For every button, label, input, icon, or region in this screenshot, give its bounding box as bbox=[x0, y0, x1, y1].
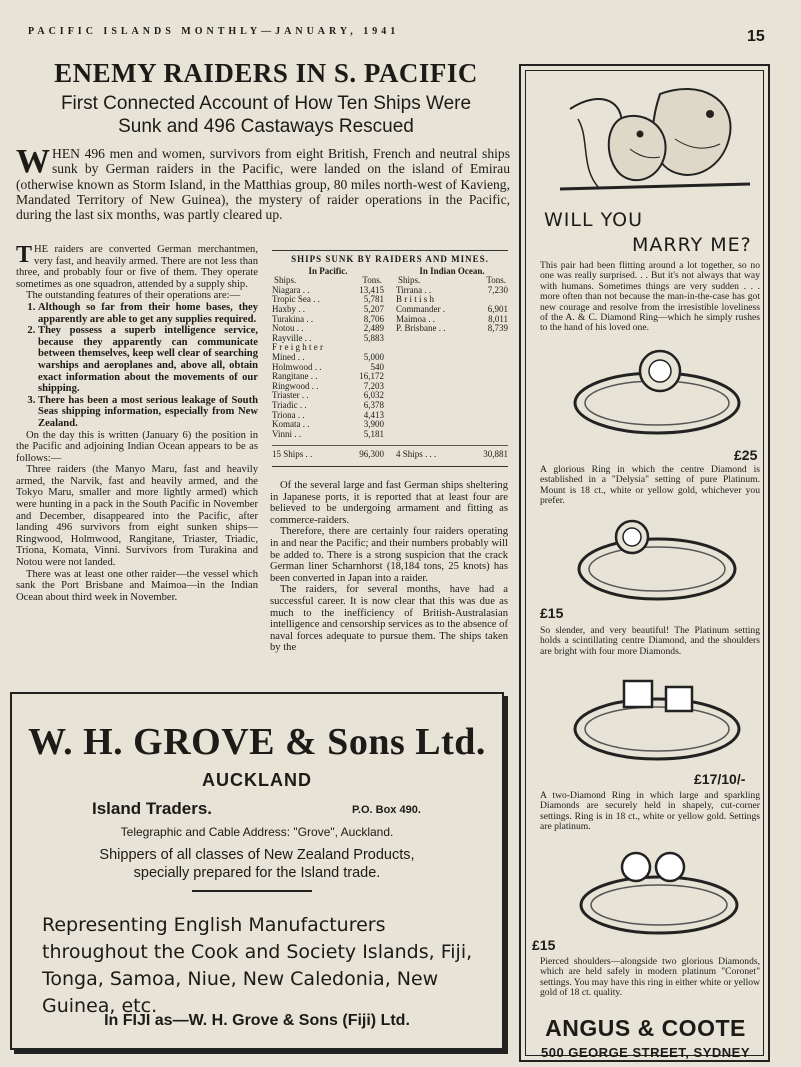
ring-price: £15 bbox=[540, 605, 564, 621]
lead-text: HEN 496 men and women, survivors from eight British, French and neutral ships sunk by German raiders in the Pacific, were landed on the island of Emirau (otherwise known as Storm Island, in the Matthias group, 80 miles north-west of Kavieng, Mandated Territory of New Guinea), the mystery of raider operations in the Pacific, during the last six months, was partly cleared up. bbox=[16, 146, 510, 223]
ad-headline-2: MARRY ME? bbox=[632, 234, 752, 256]
ship-name: Tropic Sea . . bbox=[272, 294, 320, 305]
grove-telegraph: Telegraphic and Cable Address: "Grove", Auckland. bbox=[120, 825, 394, 839]
ship-name: Rangitane . . bbox=[272, 371, 318, 382]
ship-tons: 7,203 bbox=[363, 380, 384, 391]
ship-tons: 5,000 bbox=[363, 351, 384, 362]
ship-name: P. Brisbane . . bbox=[396, 323, 446, 334]
table-title: SHIPS SUNK BY RAIDERS AND MINES. bbox=[272, 250, 508, 265]
lead-paragraph bbox=[16, 143, 510, 223]
pacific-ships-header: Ships. bbox=[274, 275, 297, 286]
ship-name: Notou . . bbox=[272, 323, 304, 334]
col1-dropcap: T bbox=[16, 242, 33, 268]
ship-name: Commander . bbox=[396, 303, 445, 314]
pacific-total-tons: 96,300 bbox=[359, 449, 384, 460]
ring-description: So slender, and very beautiful! The Platinum setting holds a scintillating centre Diamond, and the shoulders are bright with four more Diamonds. bbox=[540, 625, 760, 657]
ship-tons: 8,706 bbox=[363, 313, 384, 324]
ad-inner-border bbox=[525, 70, 764, 1060]
ship-name: Triaster . . bbox=[272, 390, 309, 401]
ship-tons: 540 bbox=[370, 361, 384, 372]
ship-name: Komata . . bbox=[272, 419, 310, 430]
ship-tons: 2,489 bbox=[363, 323, 384, 334]
ship-tons: 6,378 bbox=[363, 399, 384, 410]
ship-tons: 5,181 bbox=[363, 428, 384, 439]
lead-dropcap: W bbox=[16, 143, 50, 180]
ship-tons: 6,901 bbox=[487, 303, 508, 314]
ad-headline-1: WILL YOU bbox=[544, 209, 644, 231]
ring-price: £15 bbox=[532, 937, 556, 953]
table-divider bbox=[272, 466, 508, 467]
ship-tons: 3,900 bbox=[363, 419, 384, 430]
ring-illustration bbox=[566, 839, 752, 949]
ship-name: B r i t i s h bbox=[396, 294, 435, 305]
pacific-tons-header: Tons. bbox=[362, 275, 382, 286]
ship-name: Niagara . . bbox=[272, 284, 310, 295]
ring-description: A glorious Ring in which the centre Diamond is established in a "Delysia" setting of pure Platinum. Mount is 18 ct., white or yellow gold, whichever you prefer. bbox=[540, 464, 760, 507]
ship-name: Ringwood . . bbox=[272, 380, 319, 391]
col2-para-1: Of the several large and fast German ships sheltering in Japanese ports, it is reported that at least four are believed to be undergoing armament and fitting as commerce-raiders. bbox=[270, 480, 508, 526]
page-number: 15 bbox=[747, 28, 765, 45]
ship-tons: 8,739 bbox=[487, 323, 508, 334]
ring-price: £17/10/- bbox=[694, 771, 746, 787]
ship-name: Holmwood . . bbox=[272, 361, 322, 372]
lovebirds-illustration bbox=[560, 79, 750, 205]
ship-name: Rayville . . bbox=[272, 332, 312, 343]
ship-name: Haxby . . bbox=[272, 303, 305, 314]
ship-tons: 8,011 bbox=[488, 313, 508, 324]
indian-column bbox=[396, 267, 508, 440]
pacific-column bbox=[272, 267, 384, 440]
col2-para-3: The raiders, for several months, have had a successful career. It is now clear that this was due as much to the inefficiency of British-Australasian intelligence and censorship services as to the absence of naval forces adequate to pursue them. The ships taken by the bbox=[270, 584, 508, 654]
table-row bbox=[272, 430, 384, 440]
article-headline: ENEMY RAIDERS IN S. PACIFIC bbox=[54, 58, 478, 88]
feature-point: 1. Although so far from their home bases, they apparently are able to get any supplies required. bbox=[38, 302, 258, 325]
col1-intro: HE raiders are converted German merchantmen, very fast, and heavily armed. There are not less than three, and probably four or five of them. They operate sometimes as one squadron, attended by a supply ship. bbox=[16, 244, 258, 290]
grove-representing: Representing English Manufacturers throughout the Cook and Society Islands, Fiji, Tonga, Samoa, Niue, New Caledonia, New Guinea, etc. bbox=[42, 914, 473, 1017]
ring-description: A two-Diamond Ring in which large and sparkling Diamonds are securely held in shapely, cut-corner settings. Ring is in 18 ct., white or yellow gold. Settings are platinum. bbox=[540, 790, 760, 833]
grove-divider bbox=[192, 890, 312, 892]
feature-list bbox=[16, 302, 258, 430]
col1-para-3: Three raiders (the Manyo Maru, fast and heavily armed, the Narvik, fast and heavily armed, and the Tokyo Maru, smaller and more lightly armed) which were hunting in a pack in the South Pacific in November and December, disappeared into the Pacific, after landing 496 survivors from eight sunken ships—Ringwood, Holmwood, Rangitane, Triaster, Triadic, Triona, Komata, Vinni. Survivors from Turakina and Notou were not landed. bbox=[16, 464, 258, 569]
ship-tons: 5,207 bbox=[363, 303, 384, 314]
ship-tons: 6,032 bbox=[363, 390, 384, 401]
pacific-total-ships: 15 Ships . . bbox=[272, 449, 313, 460]
ship-name: F r e i g h t e r bbox=[272, 342, 323, 353]
ring-description: Pierced shoulders—alongside two glorious Diamonds, which are held safely in modern platinum "Coronet" settings. You may have this ring in either white or yellow gold of 18 ct. quality. bbox=[540, 956, 760, 999]
grove-city: AUCKLAND bbox=[202, 770, 312, 790]
col2-para-2: Therefore, there are certainly four raiders operating in and near the Pacific; and their numbers probably will be added to. There is a strong suspicion that the crack German liner Scharnhorst (18,184 tons, 25 knots) has been converted in Japan into a raider. bbox=[270, 526, 508, 584]
table-row bbox=[396, 324, 508, 334]
ring-illustration bbox=[562, 507, 752, 619]
indian-total-ships: 4 Ships . . . bbox=[396, 449, 437, 460]
indian-tons-header: Tons. bbox=[486, 275, 506, 286]
firm-name: ANGUS & COOTE bbox=[545, 1015, 746, 1041]
article-column-2 bbox=[270, 480, 508, 654]
article-subheadline bbox=[16, 92, 516, 138]
pacific-heading: In Pacific. bbox=[308, 265, 348, 276]
ring-illustration bbox=[562, 667, 752, 773]
grove-firm-name: W. H. GROVE & Sons Ltd. bbox=[28, 721, 486, 763]
ship-tons: 16,172 bbox=[359, 371, 384, 382]
ring-illustration bbox=[562, 341, 752, 451]
ship-tons: 7,230 bbox=[487, 284, 508, 295]
ship-tons: 13,415 bbox=[359, 284, 384, 295]
col1-para-4: There was at least one other raider—the vessel which sank the Port Brisbane and Maimoa—in the Indian Ocean about third week in November. bbox=[16, 568, 258, 603]
grove-tagline: Island Traders. bbox=[92, 799, 212, 818]
col1-features: The outstanding features of their operations are:— bbox=[26, 290, 241, 302]
pacific-total bbox=[272, 450, 384, 460]
col1-para-2: On the day this is written (January 6) the position in the Pacific and adjoining Indian Ocean appears to be as follows:— bbox=[16, 429, 258, 464]
ship-name: Triona . . bbox=[272, 409, 305, 420]
ship-tons: 4,413 bbox=[363, 409, 384, 420]
feature-point: 2. They possess a superb intelligence service, because they apparently can communicate between themselves, keep well clear of searching warships and aeroplanes and, above all, obtain exact information about the movements of our shipping. bbox=[38, 325, 258, 395]
article-column-1 bbox=[16, 244, 258, 603]
grove-pobox: P.O. Box 490. bbox=[352, 804, 421, 816]
subheadline-line-2: Sunk and 496 Castaways Rescued bbox=[118, 116, 414, 137]
feature-point: 3. There has been a most serious leakage of South Seas shipping information, especially from New Zealand. bbox=[38, 395, 258, 430]
subheadline-line-1: First Connected Account of How Ten Ships Were bbox=[60, 93, 472, 114]
ship-name: Vinni . . bbox=[272, 428, 301, 439]
indian-heading: In Indian Ocean. bbox=[419, 265, 485, 276]
indian-total-tons: 30,881 bbox=[483, 449, 508, 460]
indian-ships-header: Ships. bbox=[398, 275, 421, 286]
ship-tons: 5,781 bbox=[363, 294, 384, 305]
grove-fiji-branch: In FIJI as—W. H. Grove & Sons (Fiji) Ltd. bbox=[104, 1012, 410, 1029]
ship-name: Mined . . bbox=[272, 351, 305, 362]
grove-shippers: Shippers of all classes of New Zealand Products, specially prepared for the Island trade. bbox=[99, 847, 415, 881]
ship-name: Tirrana . . bbox=[396, 284, 432, 295]
ship-tons: 5,883 bbox=[363, 332, 384, 343]
indian-total bbox=[396, 450, 508, 460]
angus-coote-advertisement bbox=[519, 64, 770, 1062]
ring-price: £25 bbox=[734, 447, 758, 463]
ad-intro: This pair had been flitting around a lot together, so no one was really surprised. . . But it's not always that way with humans. Sometimes things are very sudden . . . more often than not because the man-in-the-case has got new courage and resolve from the irresistible loveliness of the A. & C. Diamond Ring—which he simply rushes to the hand of his loved one. bbox=[540, 260, 760, 334]
ship-name: Turakina . . bbox=[272, 313, 314, 324]
firm-address: 500 GEORGE STREET, SYDNEY bbox=[540, 1045, 750, 1060]
running-title: PACIFIC ISLANDS MONTHLY—JANUARY, 1941 bbox=[28, 26, 400, 37]
ship-name: Maimoa . . bbox=[396, 313, 435, 324]
grove-advertisement bbox=[10, 692, 504, 1050]
ship-name: Triadic . . bbox=[272, 399, 307, 410]
ships-sunk-table bbox=[272, 250, 508, 467]
